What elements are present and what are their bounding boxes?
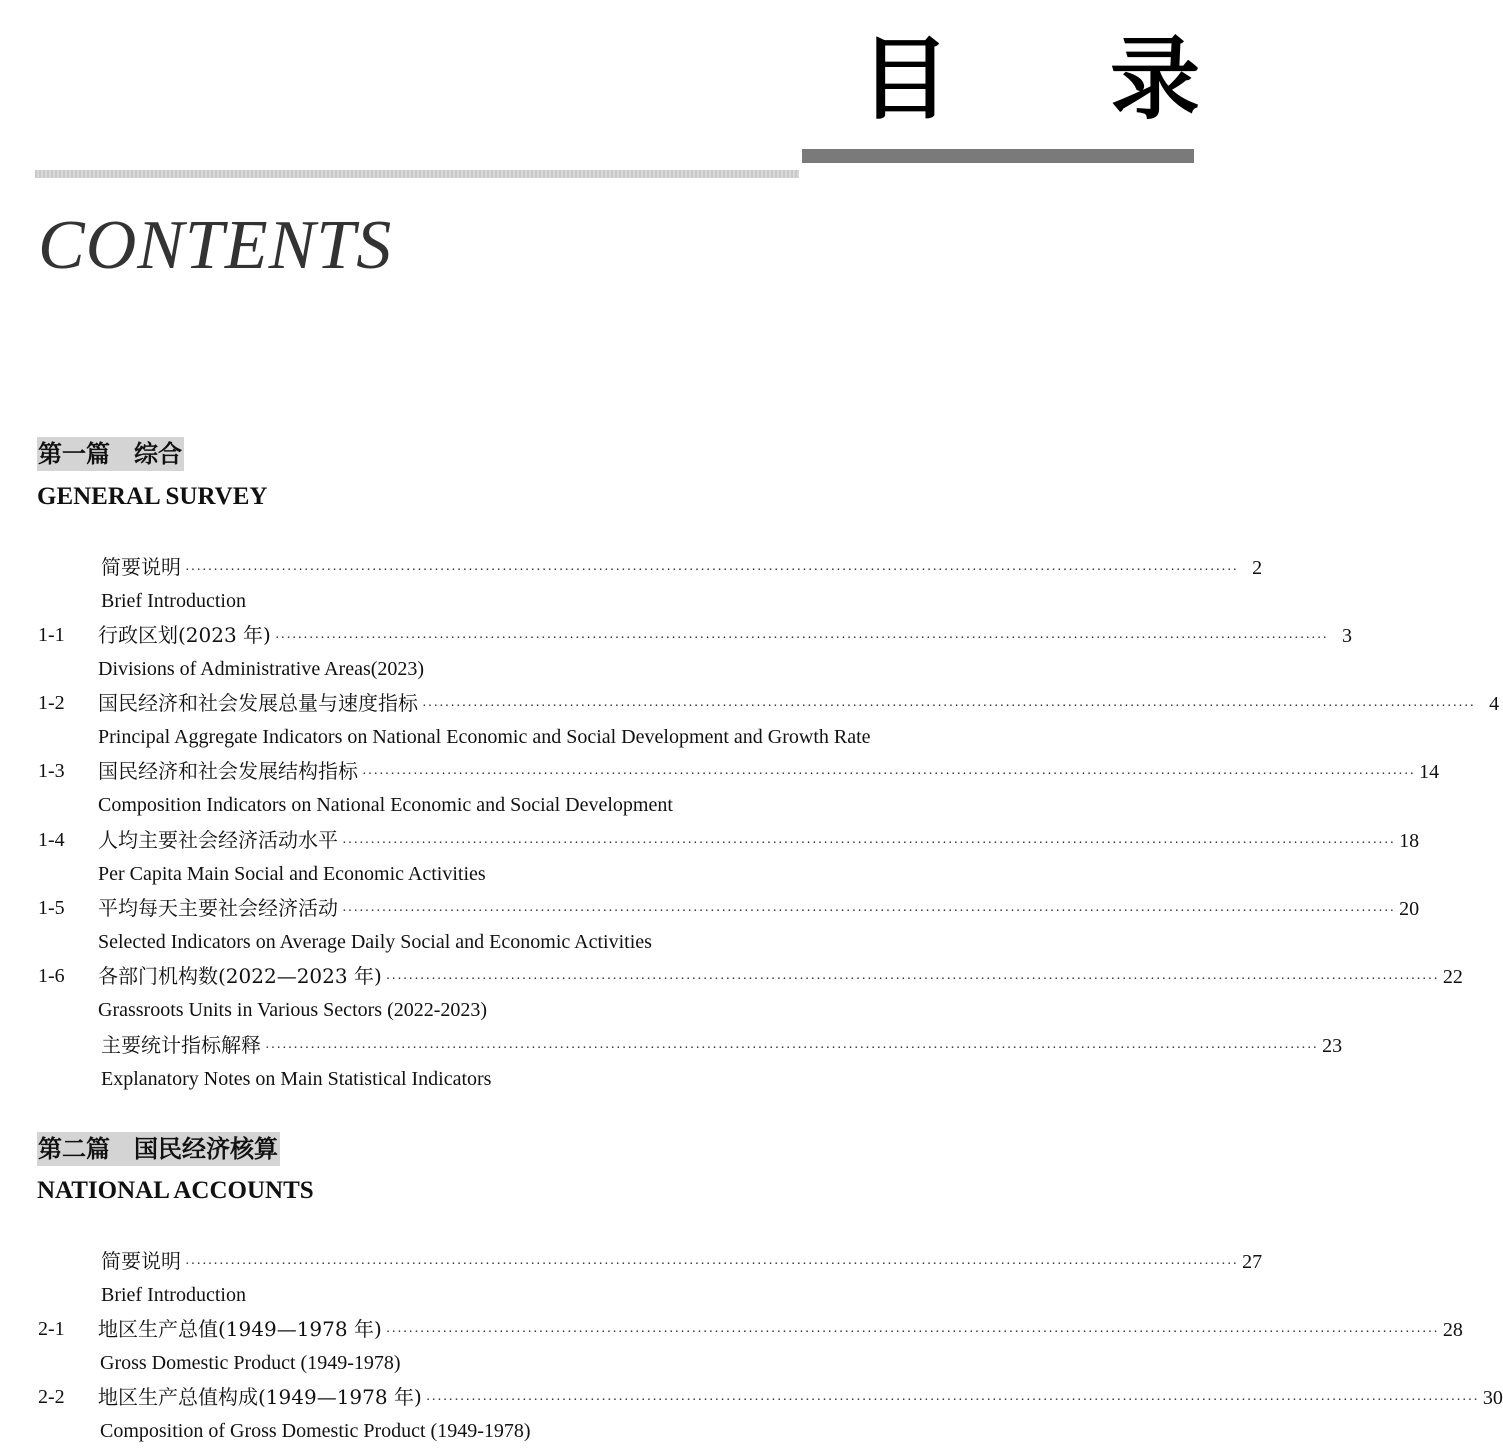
- toc-entry[interactable]: [0, 891, 1420, 959]
- page-title-english: CONTENTS: [38, 207, 393, 284]
- header-rule-dark: [802, 149, 1194, 163]
- toc-entry[interactable]: [0, 618, 1353, 686]
- entry-title-chinese[interactable]: 地区生产总值(1949—1978 年): [98, 1317, 382, 1341]
- dot-leader: ··························································································································································································: [385, 1325, 1439, 1340]
- entry-number: 1-2: [38, 692, 65, 714]
- entry-title-chinese[interactable]: 行政区划(2023 年): [98, 623, 271, 647]
- toc-entry[interactable]: [0, 823, 1420, 891]
- toc-entry[interactable]: [0, 959, 1463, 1027]
- entry-title-chinese[interactable]: 主要统计指标解释: [101, 1033, 261, 1057]
- entry-title-chinese[interactable]: 地区生产总值构成(1949—1978 年): [98, 1385, 422, 1409]
- entry-page-number[interactable]: 18: [1399, 830, 1420, 852]
- dot-leader: ··························································································································································································: [342, 836, 1396, 851]
- entry-page-number[interactable]: 22: [1442, 966, 1463, 988]
- part-heading-chinese: 第一篇 综合: [37, 437, 184, 471]
- toc-entry[interactable]: [0, 686, 1500, 754]
- entry-page-number[interactable]: 27: [1242, 1251, 1263, 1273]
- entry-title-english[interactable]: Gross Domestic Product (1949-1978): [100, 1352, 401, 1374]
- dot-leader: ··························································································································································································: [274, 631, 1329, 646]
- entry-number: 2-1: [38, 1318, 65, 1340]
- entry-title-english[interactable]: Per Capita Main Social and Economic Activities: [98, 863, 486, 885]
- entry-title-chinese[interactable]: 简要说明: [101, 1249, 181, 1273]
- entry-number: 1-4: [38, 829, 65, 851]
- dot-leader: ··························································································································································································: [425, 1393, 1479, 1408]
- part-heading-english: GENERAL SURVEY: [37, 483, 268, 510]
- dot-leader: ··························································································································································································: [265, 1041, 1319, 1056]
- title-char-1: 目: [860, 27, 950, 132]
- entry-title-english[interactable]: Composition of Gross Domestic Product (1949-1978): [100, 1420, 531, 1442]
- entry-page-number[interactable]: 4: [1489, 693, 1500, 715]
- entry-title-english[interactable]: Principal Aggregate Indicators on National Economic and Social Development and Growth Rate: [98, 726, 871, 748]
- entry-title-english[interactable]: Explanatory Notes on Main Statistical Indicators: [101, 1068, 492, 1090]
- entry-title-chinese[interactable]: 国民经济和社会发展总量与速度指标: [98, 691, 418, 715]
- entry-number: 1-5: [38, 897, 65, 919]
- dot-leader: ··························································································································································································: [185, 1257, 1239, 1272]
- dot-leader: ··························································································································································································: [342, 904, 1396, 919]
- entry-title-english[interactable]: Brief Introduction: [101, 590, 246, 612]
- dot-leader: ··························································································································································································: [185, 563, 1239, 578]
- header-rule-light: [35, 170, 799, 178]
- dot-leader: ··························································································································································································: [385, 972, 1439, 987]
- entry-title-english[interactable]: Divisions of Administrative Areas(2023): [98, 658, 425, 680]
- dot-leader: ··························································································································································································: [362, 767, 1416, 782]
- entry-number: 1-3: [38, 760, 65, 782]
- entry-number: 2-2: [38, 1386, 65, 1408]
- entry-title-english[interactable]: Selected Indicators on Average Daily Social and Economic Activities: [98, 931, 652, 953]
- entry-title-chinese[interactable]: 平均每天主要社会经济活动: [98, 896, 338, 920]
- title-char-2: 录: [1110, 27, 1200, 132]
- toc-entry[interactable]: [0, 1244, 1263, 1312]
- entry-page-number[interactable]: 2: [1252, 557, 1263, 579]
- entry-page-number[interactable]: 30: [1482, 1387, 1503, 1409]
- entry-title-english[interactable]: Brief Introduction: [101, 1284, 246, 1306]
- entry-title-english[interactable]: Grassroots Units in Various Sectors (2022-2023): [98, 999, 488, 1021]
- part-heading-english: NATIONAL ACCOUNTS: [37, 1177, 314, 1204]
- entry-title-chinese[interactable]: 各部门机构数(2022—2023 年): [98, 964, 382, 988]
- entry-page-number[interactable]: 3: [1342, 625, 1353, 647]
- toc-entry[interactable]: [0, 550, 1263, 618]
- toc-entry[interactable]: [0, 1312, 1463, 1380]
- entry-number: 1-6: [38, 965, 65, 987]
- entry-title-chinese[interactable]: 人均主要社会经济活动水平: [98, 828, 338, 852]
- entry-page-number[interactable]: 14: [1419, 761, 1440, 783]
- part-heading-chinese: 第二篇 国民经济核算: [37, 1132, 280, 1166]
- page-title-chinese: [860, 27, 1200, 132]
- dot-leader: ··························································································································································································: [422, 699, 1476, 714]
- entry-page-number[interactable]: 28: [1442, 1319, 1463, 1341]
- entry-page-number[interactable]: 23: [1322, 1035, 1343, 1057]
- entry-title-english[interactable]: Composition Indicators on National Economic and Social Development: [98, 794, 673, 816]
- entry-number: 1-1: [38, 624, 65, 646]
- toc-entry[interactable]: [0, 1028, 1343, 1096]
- entry-title-chinese[interactable]: 简要说明: [101, 555, 181, 579]
- toc-entry[interactable]: [0, 1380, 1503, 1448]
- entry-title-chinese[interactable]: 国民经济和社会发展结构指标: [98, 759, 358, 783]
- entry-page-number[interactable]: 20: [1399, 898, 1420, 920]
- toc-entry[interactable]: [0, 754, 1440, 822]
